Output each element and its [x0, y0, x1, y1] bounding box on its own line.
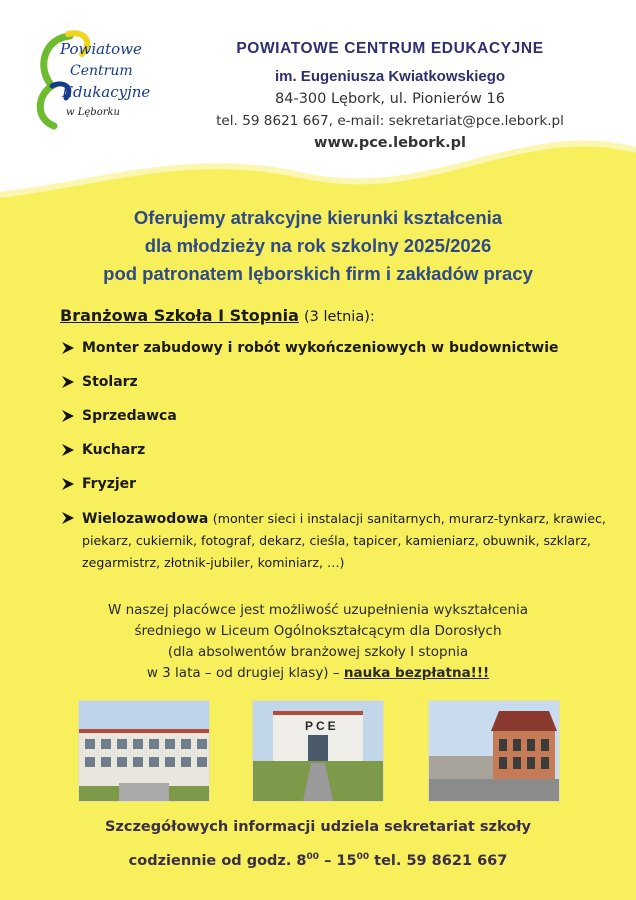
offer-line-1: Oferujemy atrakcyjne kierunki kształcenia — [133, 207, 503, 228]
footer-from-minutes: 00 — [306, 852, 320, 862]
header-contact-block — [170, 40, 610, 151]
footer-line-2 — [40, 842, 596, 876]
logo-line-2: Centrum — [70, 63, 133, 79]
profession-label: Monter zabudowy i robót wykończeniowych w budownictwie — [82, 340, 559, 356]
offer-line-2: dla młodzieży na rok szkolny 2025/2026 — [144, 235, 492, 256]
profession-details: (monter sieci i instalacji sanitarnych, murarz-tynkarz, krawiec, piekarz, cukiernik, fotograf, dekarz, cieśla, tapicer, kamieniarz, obuwnik, szklarz, zegarmistrz, złotnik-jubiler, kominiarz, …) — [82, 511, 606, 570]
footer-hours-prefix: codziennie od godz. 8 — [128, 852, 307, 869]
footer-line-1: Szczegółowych informacji udziela sekretariat szkoły — [104, 819, 531, 835]
adult-education-info — [40, 600, 596, 684]
photo-workshop-building — [428, 700, 560, 802]
profession-item — [60, 372, 620, 392]
profession-label: Sprzedawca — [82, 408, 177, 424]
info-line-2: średniego w Liceum Ogólnokształcącym dla Dorosłych — [134, 623, 502, 639]
arrow-bullet-icon — [60, 374, 76, 390]
photo-school-building — [78, 700, 210, 802]
school-duration-note: (3 letnia): — [303, 309, 375, 325]
offer-headline — [30, 204, 606, 288]
info-line-4-text: w 3 lata – od drugiej klasy) – — [146, 665, 340, 681]
institution-website: www.pce.lebork.pl — [314, 135, 466, 151]
profession-list — [60, 338, 620, 588]
profession-label: Kucharz — [82, 442, 146, 458]
offer-line-3: pod patronatem lęborskich firm i zakładów pracy — [103, 263, 533, 284]
logo-line-3: Edukacyjne — [62, 83, 151, 101]
profession-item — [60, 440, 620, 460]
arrow-bullet-icon — [60, 408, 76, 424]
arrow-bullet-icon — [60, 442, 76, 458]
profession-item — [60, 474, 620, 494]
footer-to-minutes: 00 — [356, 852, 370, 862]
photo-pce-entrance — [252, 700, 384, 802]
logo-line-1: Powiatowe — [60, 40, 142, 58]
pce-sign: PCE — [305, 719, 339, 733]
profession-item — [60, 508, 620, 574]
footer-phone: tel. 59 8621 667 — [369, 852, 508, 869]
institution-name: POWIATOWE CENTRUM EDUKACYJNE — [236, 40, 544, 57]
arrow-bullet-icon — [60, 510, 76, 526]
profession-label: Stolarz — [82, 374, 138, 390]
school-section-title — [60, 306, 375, 325]
info-line-4 — [40, 663, 596, 684]
school-name: Branżowa Szkoła I Stopnia — [60, 306, 299, 325]
info-line-3: (dla absolwentów branżowej szkoły I stopnia — [167, 644, 469, 660]
profession-label: Fryzjer — [82, 476, 137, 492]
footer-hours-dash: – 15 — [319, 852, 357, 869]
arrow-bullet-icon — [60, 476, 76, 492]
info-line-1: W naszej placówce jest możliwość uzupełnienia wykształcenia — [107, 602, 529, 618]
institution-patron: im. Eugeniusza Kwiatkowskiego — [274, 68, 506, 85]
footer-contact — [40, 812, 596, 876]
institution-address: 84-300 Lębork, ul. Pionierów 16 — [275, 91, 505, 107]
free-tuition-note: nauka bezpłatna!!! — [343, 665, 490, 681]
profession-item — [60, 406, 620, 426]
profession-item — [60, 338, 620, 358]
arrow-bullet-icon — [60, 340, 76, 356]
institution-contact: tel. 59 8621 667, e-mail: sekretariat@pce.lebork.pl — [216, 113, 564, 129]
logo-line-4: w Lęborku — [66, 107, 120, 118]
school-logo — [30, 28, 160, 138]
profession-label: Wielozawodowa — [82, 511, 209, 527]
